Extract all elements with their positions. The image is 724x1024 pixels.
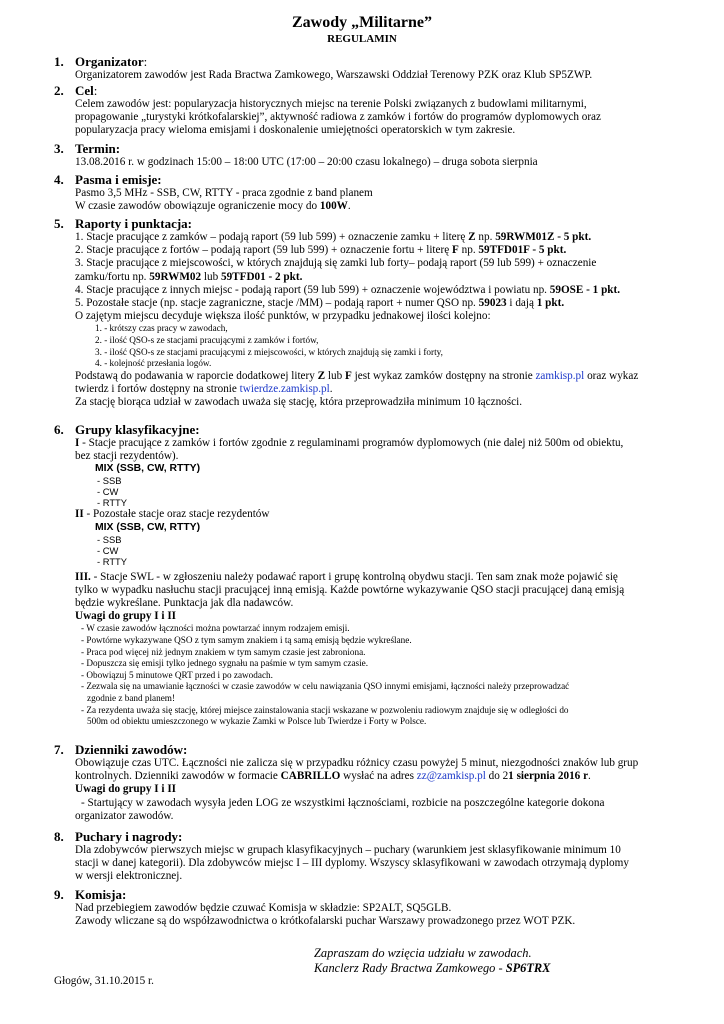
mode-item: - CW bbox=[97, 486, 119, 498]
document-subtitle: REGULAMIN bbox=[327, 33, 397, 45]
mode-item: - RTTY bbox=[97, 497, 128, 509]
zamkisp-link[interactable]: zamkisp.pl bbox=[535, 369, 585, 382]
section-text: Celem zawodów jest: popularyzacja historycznych miejsc na terenie Polski związanych z budowlami militarnymi, bbox=[75, 98, 587, 110]
section-text: 13.08.2016 r. w godzinach 15:00 – 18:00 UTC (17:00 – 20:00 czasu lokalnego) – druga sobota sierpnia bbox=[75, 156, 538, 168]
section-prizes bbox=[54, 829, 694, 884]
note-item: 500m od obiektu umieszczonego w wykazie Zamki w Polsce lub Twierdze i Forty w Polsce. bbox=[87, 716, 427, 727]
report-rule: 2. Stacje pracujące z fortów – podają raport (59 lub 599) + oznaczenie fortu + literę F np. 59TFD01F - 5 pkt. bbox=[75, 244, 567, 257]
section-heading: 9. Komisja: bbox=[54, 887, 127, 902]
group-three: będzie wykreślane. Punktacja jak dla nadawców. bbox=[75, 597, 294, 610]
section-text: organizator zawodów. bbox=[75, 809, 174, 822]
place-date: Głogów, 31.10.2015 r. bbox=[54, 975, 154, 987]
mode-item: - RTTY bbox=[97, 555, 128, 567]
section-text: propagowanie „turystyki krótkofalarskiej”, aktywność radiowa z zamków i fortów do programów dyplomowych oraz bbox=[75, 111, 601, 124]
section-heading: 2. Cel: bbox=[54, 83, 98, 98]
section-heading: 5. Raporty i punktacja: bbox=[54, 216, 193, 231]
note-item: - Za rezydenta uważa się stację, której miejsce zainstalowania stacji wskazane w pozwoleniu radiowym znajduje się w odległości do bbox=[81, 704, 569, 715]
signer-line: Kanclerz Rady Bractwa Zamkowego - SP6TRX bbox=[314, 961, 551, 975]
section-reports bbox=[54, 216, 694, 409]
section-heading: 8. Puchary i nagrody: bbox=[54, 829, 183, 844]
report-rule: zamku/fortu np. 59RWM02 lub 59TFD01 - 2 pkt. bbox=[75, 270, 303, 283]
tie-break-intro: O zajętym miejscu decyduje większa ilość punktów, w przypadku jednakowej ilości kolejno: bbox=[75, 310, 491, 323]
note-item: zgodnie z band planem! bbox=[87, 692, 176, 703]
section-text: Nad przebiegiem zawodów będzie czuwać Komisja w składzie: SP2ALT, SQ5GLB. bbox=[75, 902, 452, 914]
mode-item: - SSB bbox=[97, 533, 122, 545]
group-one: bez stacji rezydentów). bbox=[75, 450, 179, 463]
section-text: - Startujący w zawodach wysyła jeden LOG ze wszystkimi łącznościami, rozbicie na poszczególne kategorie dokona bbox=[81, 796, 605, 809]
closing-signature bbox=[314, 946, 550, 976]
tie-break-item: 3. - ilość QSO-s ze stacjami pracującymi z miejscowości, w których znajdują się zamki i forty, bbox=[95, 346, 443, 357]
document-title: Zawody „Militarne” bbox=[292, 14, 432, 31]
tie-break-item: 4. - kolejność przesłania logów. bbox=[95, 358, 212, 369]
section-goal bbox=[54, 83, 694, 138]
section-text: Obowiązuje czas UTC. Łączności nie zalicza się w przypadku różnicy czasu powyżej 5 minut, niezgodności znaków lub grup bbox=[75, 757, 639, 769]
section-groups bbox=[54, 422, 694, 728]
mix-heading: MIX (SSB, CW, RTTY) bbox=[95, 521, 201, 533]
section-text: Organizatorem zawodów jest Rada Bractwa Zamkowego, Warszawski Oddział Terenowy PZK oraz Klub SP5ZWP. bbox=[75, 69, 593, 81]
section-bands bbox=[54, 172, 694, 213]
group-one: I - Stacje pracujące z zamków i fortów zgodnie z regulaminami programów dyplomowych (nie dalej niż 500m od obiektu, bbox=[75, 437, 624, 449]
note-item: - Obowiązuj 5 minutowe QRT przed i po zawodach. bbox=[81, 669, 273, 680]
section-heading: 7. Dzienniki zawodów: bbox=[54, 742, 188, 757]
section-logs bbox=[54, 742, 694, 823]
report-rule: 1. Stacje pracujące z zamków – podają raport (59 lub 599) + oznaczenie zamku + literę Z np. 59RWM01Z - 5 pkt. bbox=[75, 231, 592, 243]
section-heading: 3. Termin: bbox=[54, 141, 121, 156]
group-two: II - Pozostałe stacje oraz stacje rezydentów bbox=[75, 508, 270, 521]
section-text: kontrolnych. Dzienniki zawodów w formacie CABRILLO wysłać na adres zz@zamkisp.pl do 21 sierpnia 2016 r. bbox=[75, 770, 591, 783]
tie-break-item: 2. - ilość QSO-s ze stacjami pracującymi z zamków i fortów, bbox=[95, 335, 319, 346]
invitation-text: Zapraszam do wzięcia udziału w zawodach. bbox=[314, 946, 532, 960]
report-rule: 4. Stacje pracujące z innych miejsc - podają raport (59 lub 599) + oznaczenie województwa i powiatu np. 59OSE - 1 pkt. bbox=[75, 283, 621, 296]
note-item: - Zezwala się na umawianie łączności w czasie zawodów w celu nawiązania QSO innymi emisjami, łączności należy przeprowadzać bbox=[81, 681, 570, 692]
section-text: W czasie zawodów obowiązuje ograniczenie mocy do 100W. bbox=[75, 200, 351, 213]
section-commission bbox=[54, 887, 694, 928]
section-text: stacji w danej kategorii). Dla zdobywców miejsc I – III dyplomy. Wszyscy sklasyfikowani w zawodach otrzymają dyplomy bbox=[75, 857, 629, 870]
group-three: tylko w wypadku nasłuchu stacji pracującej inną emisją. Każde powtórne wykazywanie QSO stacji pracującej daną emisją bbox=[75, 583, 625, 596]
section-heading: 6. Grupy klasyfikacyjne: bbox=[54, 422, 200, 437]
twierdze-link[interactable]: twierdze.zamkisp.pl bbox=[239, 383, 330, 395]
section-text: w wersji elektronicznej. bbox=[75, 870, 183, 883]
section-text: twierdz i fortów dostępny na stronie twierdze.zamkisp.pl. bbox=[75, 383, 333, 395]
notes-heading: Uwagi do grupy I i II bbox=[75, 610, 177, 623]
section-text: Zawody wliczane są do współzawodnictwa o krótkofalarski puchar Warszawy prowadzonego przez WOT PZK. bbox=[75, 915, 576, 928]
group-three: III. - Stacje SWL - w zgłoszeniu należy podawać raport i grupę kontrolną obydwu stacji. Ten sam znak może pojawić się bbox=[75, 570, 618, 583]
section-text: Podstawą do podawania w raporcie dodatkowej litery Z lub F jest wykaz zamków dostępny na stronie zamkisp.pl oraz wykaz bbox=[75, 369, 639, 382]
notes-heading: Uwagi do grupy I i II bbox=[75, 783, 177, 796]
section-text: Pasmo 3,5 MHz - SSB, CW, RTTY - praca zgodnie z band planem bbox=[75, 187, 373, 199]
email-link[interactable]: zz@zamkisp.pl bbox=[416, 770, 486, 783]
mode-item: - SSB bbox=[97, 475, 122, 487]
section-text: Dla zdobywców pierwszych miejsc w grupach klasyfikacyjnych – puchary (warunkiem jest sklasyfikowanie minimum 10 bbox=[75, 844, 621, 856]
section-text: Za stację biorąca udział w zawodach uważa się stację, która przeprowadziła minimum 10 łączności. bbox=[75, 396, 522, 409]
mix-heading: MIX (SSB, CW, RTTY) bbox=[95, 463, 201, 475]
section-organizer bbox=[54, 54, 694, 82]
note-item: - Powtórne wykazywane QSO z tym samym znakiem i tą samą emisją będzie wykreślane. bbox=[81, 635, 412, 646]
note-item: - Praca pod więcej niż jednym znakiem w tym samym czasie jest zabroniona. bbox=[81, 646, 366, 657]
section-heading: 4. Pasma i emisje: bbox=[54, 172, 162, 187]
section-text: popularyzacja pracy wieloma emisjami i doskonalenie umiejętności operatorskich w tym zakresie. bbox=[75, 124, 516, 137]
tie-break-item: 1. - krótszy czas pracy w zawodach, bbox=[95, 323, 228, 334]
report-rule: 5. Pozostałe stacje (np. stacje zagraniczne, stacje /MM) – podają raport + numer QSO np. 59023 i dają 1 pkt. bbox=[75, 297, 565, 310]
note-item: - Dopuszcza się emisji tylko jednego sygnału na paśmie w tym samym czasie. bbox=[81, 658, 369, 669]
report-rule: 3. Stacje pracujące z miejscowości, w których znajdują się zamki lub forty– podają raport (59 lub 599) + oznaczenie bbox=[75, 257, 597, 270]
section-date bbox=[54, 141, 694, 169]
section-heading: 1. Organizator: bbox=[54, 54, 148, 69]
mode-item: - CW bbox=[97, 544, 119, 556]
note-item: - W czasie zawodów łączności można powtarzać innym rodzajem emisji. bbox=[81, 623, 350, 634]
